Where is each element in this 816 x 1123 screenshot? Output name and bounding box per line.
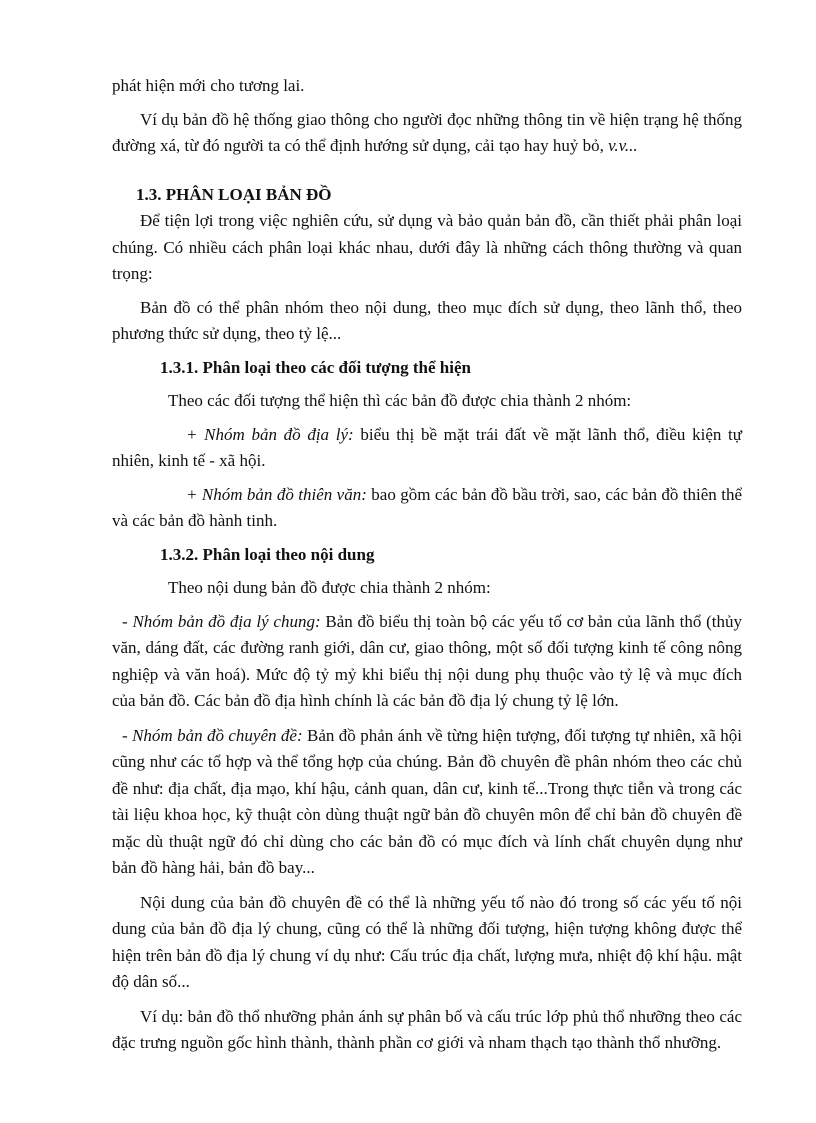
paragraph-italic-etc: v.v...	[608, 136, 638, 155]
list-dash: -	[122, 725, 133, 745]
list-dash: -	[122, 611, 133, 631]
list-item-text: biểu thị bề mặt trái đất về mặt lãnh thổ, điều kiện tự nhiên, kinh tế - xã hội.	[112, 424, 742, 470]
list-item-label: + Nhóm bản đồ thiên văn:	[186, 484, 367, 504]
paragraph-object-groups: Theo các đối tượng thể hiện thì các bản đồ được chia thành 2 nhóm:	[168, 391, 632, 410]
document-page	[112, 73, 742, 1057]
list-item-general-geographic-maps	[112, 609, 742, 715]
list-item-label: Nhóm bản đồ chuyên đề:	[132, 725, 303, 745]
list-item-text: Bản đồ phản ánh về từng hiện tượng, đối tượng tự nhiên, xã hội cũng như các tổ hợp và thể tổng hợp của chúng. Bản đồ chuyên đề phân nhóm theo các chủ đề như: địa chất, địa mạo, khí hậu, cảnh quan, dân cư, kinh tế...Trong thực tiễn và trong các tài liệu khoa học, kỹ thuật còn dùng thuật ngữ bản đồ chuyên môn để chỉ bản đồ chuyên đề mặc dù thuật ngữ đó chỉ dùng cho các bản đồ có mục đích và lính chất chuyên dụng như bản đồ hàng hải, bản đồ bay...	[112, 725, 742, 877]
paragraph-text: Ví dụ bản đồ hệ thống giao thông cho người đọc những thông tin về hiện trạng hệ thống đường xá, từ đó người ta có thể định hướng sử dụng, cải tạo hay huỷ bỏ,	[112, 109, 742, 155]
paragraph-classification-intro: Để tiện lợi trong việc nghiên cứu, sử dụng và bảo quản bản đồ, cần thiết phải phân loại chúng. Có nhiều cách phân loại khác nhau, dưới đây là những cách thông thường và quan trọng:	[112, 211, 742, 283]
paragraph-grouping-criteria: Bản đồ có thể phân nhóm theo nội dung, theo mục đích sử dụng, theo lãnh thổ, theo phương thức sử dụng, theo tỷ lệ...	[112, 297, 742, 343]
list-item-thematic-maps	[112, 723, 742, 882]
paragraph-content-groups: Theo nội dung bản đồ được chia thành 2 nhóm:	[168, 578, 491, 597]
list-item-geographic-maps	[112, 422, 742, 475]
list-item-astronomical-maps	[112, 482, 742, 535]
paragraph-continuation: phát hiện mới cho tương lai.	[112, 76, 305, 95]
list-item-label: + Nhóm bản đồ địa lý:	[186, 424, 354, 444]
subsection-heading-1-3-1: 1.3.1. Phân loại theo các đối tượng thể hiện	[160, 357, 471, 377]
paragraph-soil-map-example: Ví dụ: bản đồ thổ nhưỡng phản ánh sự phân bố và cấu trúc lớp phủ thổ nhưỡng theo các đặc trưng nguồn gốc hình thành, thành phần cơ giới và nham thạch tạo thành thổ nhưỡng.	[112, 1006, 742, 1052]
paragraph-thematic-content: Nội dung của bản đồ chuyên đề có thể là những yếu tố nào đó trong số các yếu tố nội dung của bản đồ địa lý chung, cũng có thể là những đối tượng, hiện tượng không được thể hiện trên bản đồ địa lý chung ví dụ như: Cấu trúc địa chất, lượng mưa, nhiệt độ khí hậu. mật độ dân số...	[112, 892, 742, 991]
subsection-heading-1-3-2: 1.3.2. Phân loại theo nội dung	[160, 544, 375, 564]
section-heading-1-3: 1.3. PHÂN LOẠI BẢN ĐỒ	[136, 184, 332, 204]
list-item-text: Bản đồ biểu thị toàn bộ các yếu tố cơ bản của lãnh thổ (thủy văn, dáng đất, các đường ranh giới, dân cư, giao thông, một số đối tượng kinh tế công nông nghiệp và văn hoá). Mức độ tỷ mỷ khi biểu thị nội dung phụ thuộc vào tỷ lệ và mục đích của bản đồ. Các bản đồ địa hình chính là các bản đồ địa lý chung tỷ lệ lớn.	[112, 611, 742, 710]
paragraph-example-traffic-map	[112, 107, 742, 160]
list-item-label: Nhóm bản đồ địa lý chung:	[132, 611, 321, 631]
list-item-text: bao gồm các bản đồ bầu trời, sao, các bản đồ thiên thể và các bản đồ hành tinh.	[112, 484, 742, 530]
